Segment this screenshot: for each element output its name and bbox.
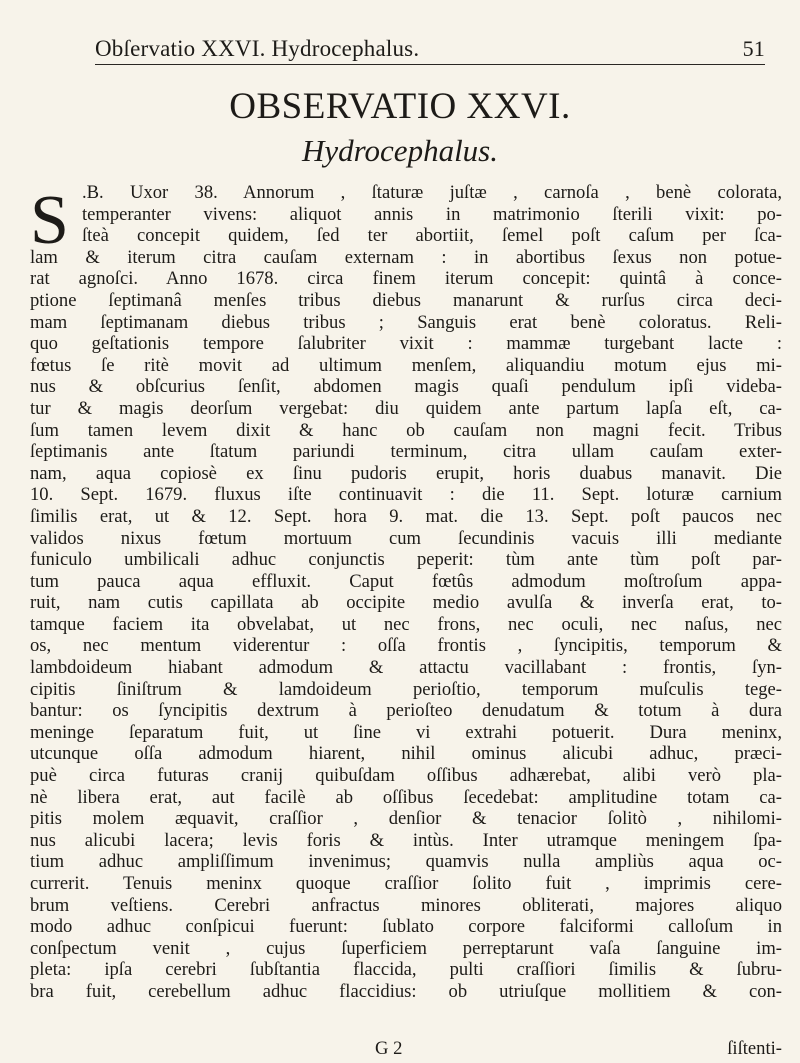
text-line: bra fuit, cerebellum adhuc flaccidius: ob utriuſque mollitiem & con- xyxy=(30,980,782,1002)
text-line: tium adhuc ampliſſimum invenimus; quamvis nulla ampliùs aqua oc- xyxy=(30,851,782,873)
page-number: 51 xyxy=(742,36,765,61)
footer-line xyxy=(30,1038,782,1060)
text-line: currerit. Tenuis meninx quoque craſſior ſolito fuit , imprimis cere- xyxy=(30,873,782,894)
text-line: quo geſtationis tempore ſalubriter vixit : mammæ turgebant lacte : xyxy=(30,333,782,355)
text-line: nè libera erat, aut facilè ab oſſibus ſecedebat: amplitudine totam ca- xyxy=(30,786,782,808)
text-line: tamque faciem ita obvelabat, ut nec frons, nec oculi, nec naſus, nec xyxy=(30,613,782,635)
text-line: tur & magis deorſum vergebat: diu quidem ante partum lapſa eſt, ca- xyxy=(30,397,782,419)
text-line: lam & iterum citra cauſam externam : in abortibus ſexus non potue- xyxy=(30,246,782,268)
observation-subtitle: Hydrocephalus. xyxy=(301,133,498,168)
text-line: ſteà concepit quidem, ſed ter abortiit, ſemel poſt caſum per ſca- xyxy=(82,225,782,247)
body-text xyxy=(30,182,782,1003)
text-line: mam ſeptimanam diebus tribus ; Sanguis erat benè coloratus. Reli- xyxy=(30,311,782,333)
text-line: bantur: os ſyncipitis dextrum à perioſteo denudatum & totum à dura xyxy=(30,700,782,722)
text-line: ſimilis erat, ut & 12. Sept. hora 9. mat. die 13. Sept. poſt paucos nec xyxy=(30,505,782,527)
observation-heading: OBSERVATIO XXVI. xyxy=(229,86,571,127)
text-line: nus & obſcurius ſenſit, abdomen magis quaſi pendulum ipſi videba- xyxy=(30,376,782,398)
text-line: meninge ſeparatum fuit, ut ſine vi extrahi potuerit. Dura meninx, xyxy=(30,721,782,743)
text-line: .B. Uxor 38. Annorum , ſtaturæ juſtæ , carnoſa , benè colorata, xyxy=(82,182,782,203)
text-line: funiculo umbilicali adhuc conjunctis peperit: tùm ante tùm poſt par- xyxy=(30,549,782,571)
text-line: puè circa futuras cranij quibuſdam oſſibus adhærebat, alibi verò pla- xyxy=(30,765,782,787)
text-line: os, nec mentum viderentur : oſſa frontis , ſyncipitis, temporum & xyxy=(30,635,782,657)
text-line: utcunque oſſa admodum hiarent, nihil ominus alicubi adhuc, præci- xyxy=(30,743,782,765)
text-line: fœtus ſe ritè movit ad ultimum menſem, aliquandiu motum ejus mi- xyxy=(30,354,782,376)
text-line: temperanter vivens: aliquot annis in matrimonio ſterili vixit: po- xyxy=(82,203,782,225)
text-line: rat agnoſci. Anno 1678. circa finem iterum concepit: quintâ à conce- xyxy=(30,268,782,290)
text-line: cipitis ſiniſtrum & lamdoideum perioſtio, temporum muſculis tege- xyxy=(30,678,782,700)
text-line: conſpectum venit , cujus ſuperficiem perreptarunt vaſa ſanguine im- xyxy=(30,937,782,959)
text-line: pitis molem æquavit, craſſior , denſior & tenacior ſolitò , nihilomi- xyxy=(30,808,782,830)
text-line: ptione ſeptimanâ menſes tribus diebus manarunt & rurſus circa deci- xyxy=(30,289,782,311)
text-line: tum pauca aqua effluxit. Caput fœtûs admodum moſtroſum appa- xyxy=(30,570,782,592)
text-line: lambdoideum hiabant admodum & attactu vacillabant : frontis, ſyn- xyxy=(30,657,782,679)
text-line: pleta: ipſa cerebri ſubſtantia flaccida, pulti craſſiori ſimilis & ſubru- xyxy=(30,959,782,981)
catchword: ſiſtenti- xyxy=(727,1038,782,1059)
text-line: nam, aqua copiosè ex ſinu pudoris erupit, horis duabus manavit. Die xyxy=(30,462,782,484)
text-line: nus alicubi lacera; levis foris & intùs. Inter utramque meningem ſpa- xyxy=(30,829,782,851)
text-line: ruit, nam cutis capillata ab occipite medio avulſa & inverſa erat, to- xyxy=(30,592,782,614)
text-line: 10. Sept. 1679. fluxus iſte continuavit : die 11. Sept. loturæ carnium xyxy=(30,484,782,506)
running-head-title: Obſervatio XXVI. Hydrocephalus. xyxy=(95,36,420,61)
text-line: validos nixus fœtum mortuum cum ſecundinis vacuis illi mediante xyxy=(30,527,782,549)
running-head xyxy=(95,36,765,65)
text-line: brum veſtiens. Cerebri anfractus minores obliterati, majores aliquo xyxy=(30,894,782,916)
text-line: ſeptimanis ante ſtatum pariundi terminum, citra ullam cauſam exter- xyxy=(30,441,782,463)
signature-mark: G 2 xyxy=(375,1038,403,1059)
text-line: ſum tamen levem dixit & hanc ob cauſam non magni fecit. Tribus xyxy=(30,419,782,441)
drop-cap: S xyxy=(30,182,69,259)
text-line: modo adhuc conſpicui fuerunt: ſublato corpore falciformi calloſum in xyxy=(30,916,782,938)
